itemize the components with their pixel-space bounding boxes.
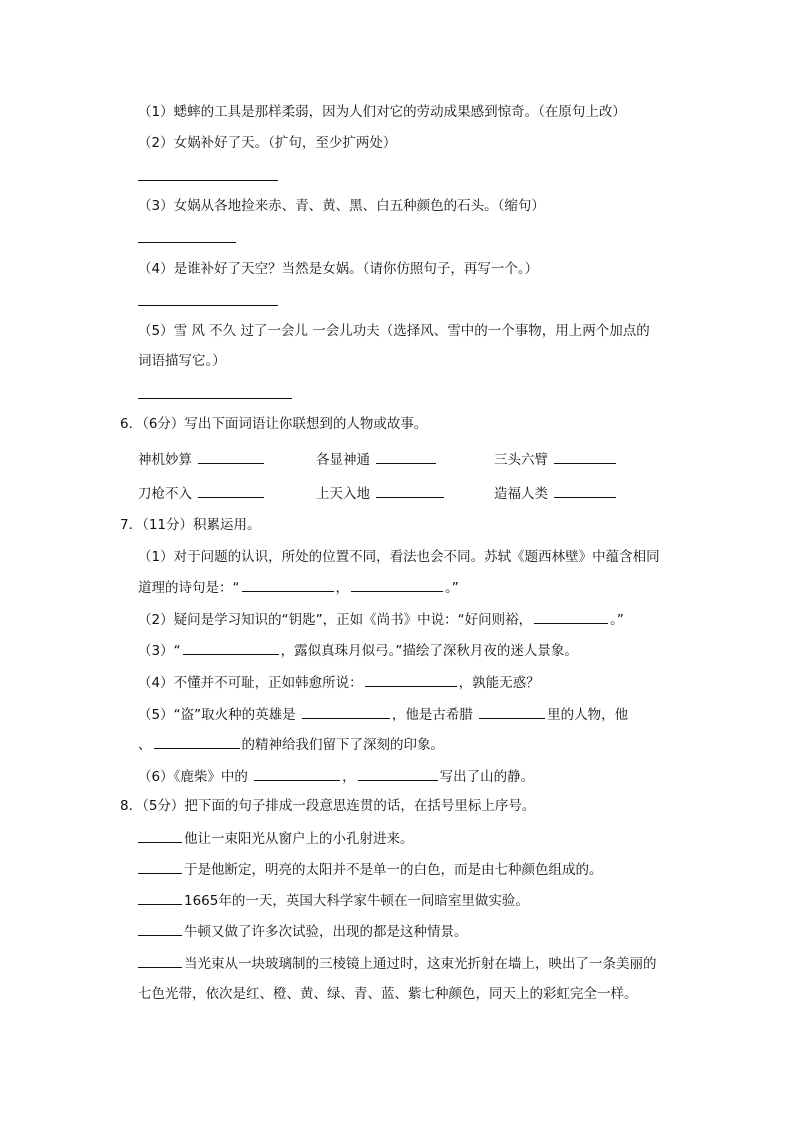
blank[interactable] bbox=[534, 609, 608, 624]
blank[interactable] bbox=[198, 449, 264, 464]
blank[interactable] bbox=[479, 704, 545, 719]
q6-term: 三头六臂 bbox=[494, 449, 618, 470]
q6-term: 造福人类 bbox=[494, 483, 618, 504]
order-blank[interactable] bbox=[138, 921, 182, 936]
q8-heading: 8．（5分）把下面的句子排成一段意思连贯的话，在括号里标上序号。 bbox=[120, 798, 536, 814]
q5-item-5-line1: （5）雪 风 不久 过了一会儿 一会儿功夫（选择风、雪中的一个事物，用上两个加点的 bbox=[138, 323, 650, 339]
blank[interactable] bbox=[254, 766, 340, 781]
q8-item: 于是他断定，明亮的太阳并不是单一的白色，而是由七种颜色组成的。 bbox=[138, 859, 603, 879]
blank[interactable] bbox=[302, 704, 390, 719]
q6-term: 上天入地 bbox=[316, 483, 446, 504]
answer-line[interactable] bbox=[138, 180, 278, 181]
q7-item-3: （3）“ ，露似真珠月似弓。”描绘了深秋月夜的迷人景象。 bbox=[138, 640, 578, 660]
q7-item-1-line2: 道理的诗句是：“ ， 。” bbox=[138, 577, 459, 597]
q8-item: 当光束从一块玻璃制的三棱镜上通过时，这束光折射在墙上，映出了一条美丽的 bbox=[138, 953, 657, 973]
blank[interactable] bbox=[376, 449, 436, 464]
q5-item-1: （1）蟋蟀的工具是那样柔弱，因为人们对它的劳动成果感到惊奇。（在原句上改） bbox=[138, 104, 626, 120]
blank[interactable] bbox=[242, 577, 334, 592]
q7-item-2: （2）疑问是学习知识的“钥匙”，正如《尚书》中说：“好问则裕， 。” bbox=[138, 609, 624, 629]
q5-item-3: （3）女娲从各地捡来赤、青、黄、黑、白五种颜色的石头。（缩句） bbox=[138, 198, 545, 214]
order-blank[interactable] bbox=[138, 828, 182, 843]
q5-item-5-line2: 词语描写它。） bbox=[138, 353, 226, 369]
q7-item-1-line1: （1）对于问题的认识，所处的位置不同，看法也会不同。苏轼《题西林壁》中蕴含相同 bbox=[138, 549, 660, 565]
answer-line[interactable] bbox=[138, 398, 292, 399]
q7-item-4: （4）不懂并不可耻，正如韩愈所说： ，孰能无惑？ bbox=[138, 672, 540, 692]
q7-item-6: （6）《鹿柴》中的 ， 写出了山的静。 bbox=[138, 766, 534, 786]
q7-item-5-line1: （5）“盗”取火种的英雄是 ，他是古希腊 里的人物，他 bbox=[138, 704, 628, 724]
answer-line[interactable] bbox=[138, 305, 278, 306]
blank[interactable] bbox=[198, 483, 264, 498]
order-blank[interactable] bbox=[138, 953, 182, 968]
blank[interactable] bbox=[376, 483, 444, 498]
blank[interactable] bbox=[554, 483, 616, 498]
blank[interactable] bbox=[351, 577, 443, 592]
blank[interactable] bbox=[183, 640, 279, 655]
q6-term: 神机妙算 bbox=[138, 449, 266, 470]
q5-item-4: （4）是谁补好了天空？当然是女娲。（请你仿照句子，再写一个。） bbox=[138, 261, 539, 277]
blank[interactable] bbox=[358, 766, 438, 781]
q6-heading: 6．（6分）写出下面词语让你联想到的人物或故事。 bbox=[120, 416, 428, 432]
answer-line[interactable] bbox=[138, 242, 236, 243]
q8-item: 牛顿又做了许多次试验，出现的都是这种情景。 bbox=[138, 921, 468, 941]
q8-item-5-line2: 七色光带，依次是红、橙、黄、绿、青、蓝、紫七种颜色，同天上的彩虹完全一样。 bbox=[138, 986, 638, 1002]
q8-item: 1665年的一天，英国大科学家牛顿在一间暗室里做实验。 bbox=[138, 890, 529, 910]
order-blank[interactable] bbox=[138, 890, 182, 905]
order-blank[interactable] bbox=[138, 859, 182, 874]
blank[interactable] bbox=[154, 734, 240, 749]
q6-term: 各显神通 bbox=[316, 449, 438, 470]
q6-term: 刀枪不入 bbox=[138, 483, 266, 504]
blank[interactable] bbox=[554, 449, 616, 464]
q5-item-2: （2）女娲补好了天。（扩句，至少扩两处） bbox=[138, 135, 397, 151]
q7-item-5-line2: 、 的精神给我们留下了深刻的印象。 bbox=[138, 734, 444, 754]
q7-heading: 7．（11分）积累运用。 bbox=[120, 517, 261, 533]
blank[interactable] bbox=[365, 672, 457, 687]
q8-item: 他让一束阳光从窗户上的小孔射进来。 bbox=[138, 828, 414, 848]
